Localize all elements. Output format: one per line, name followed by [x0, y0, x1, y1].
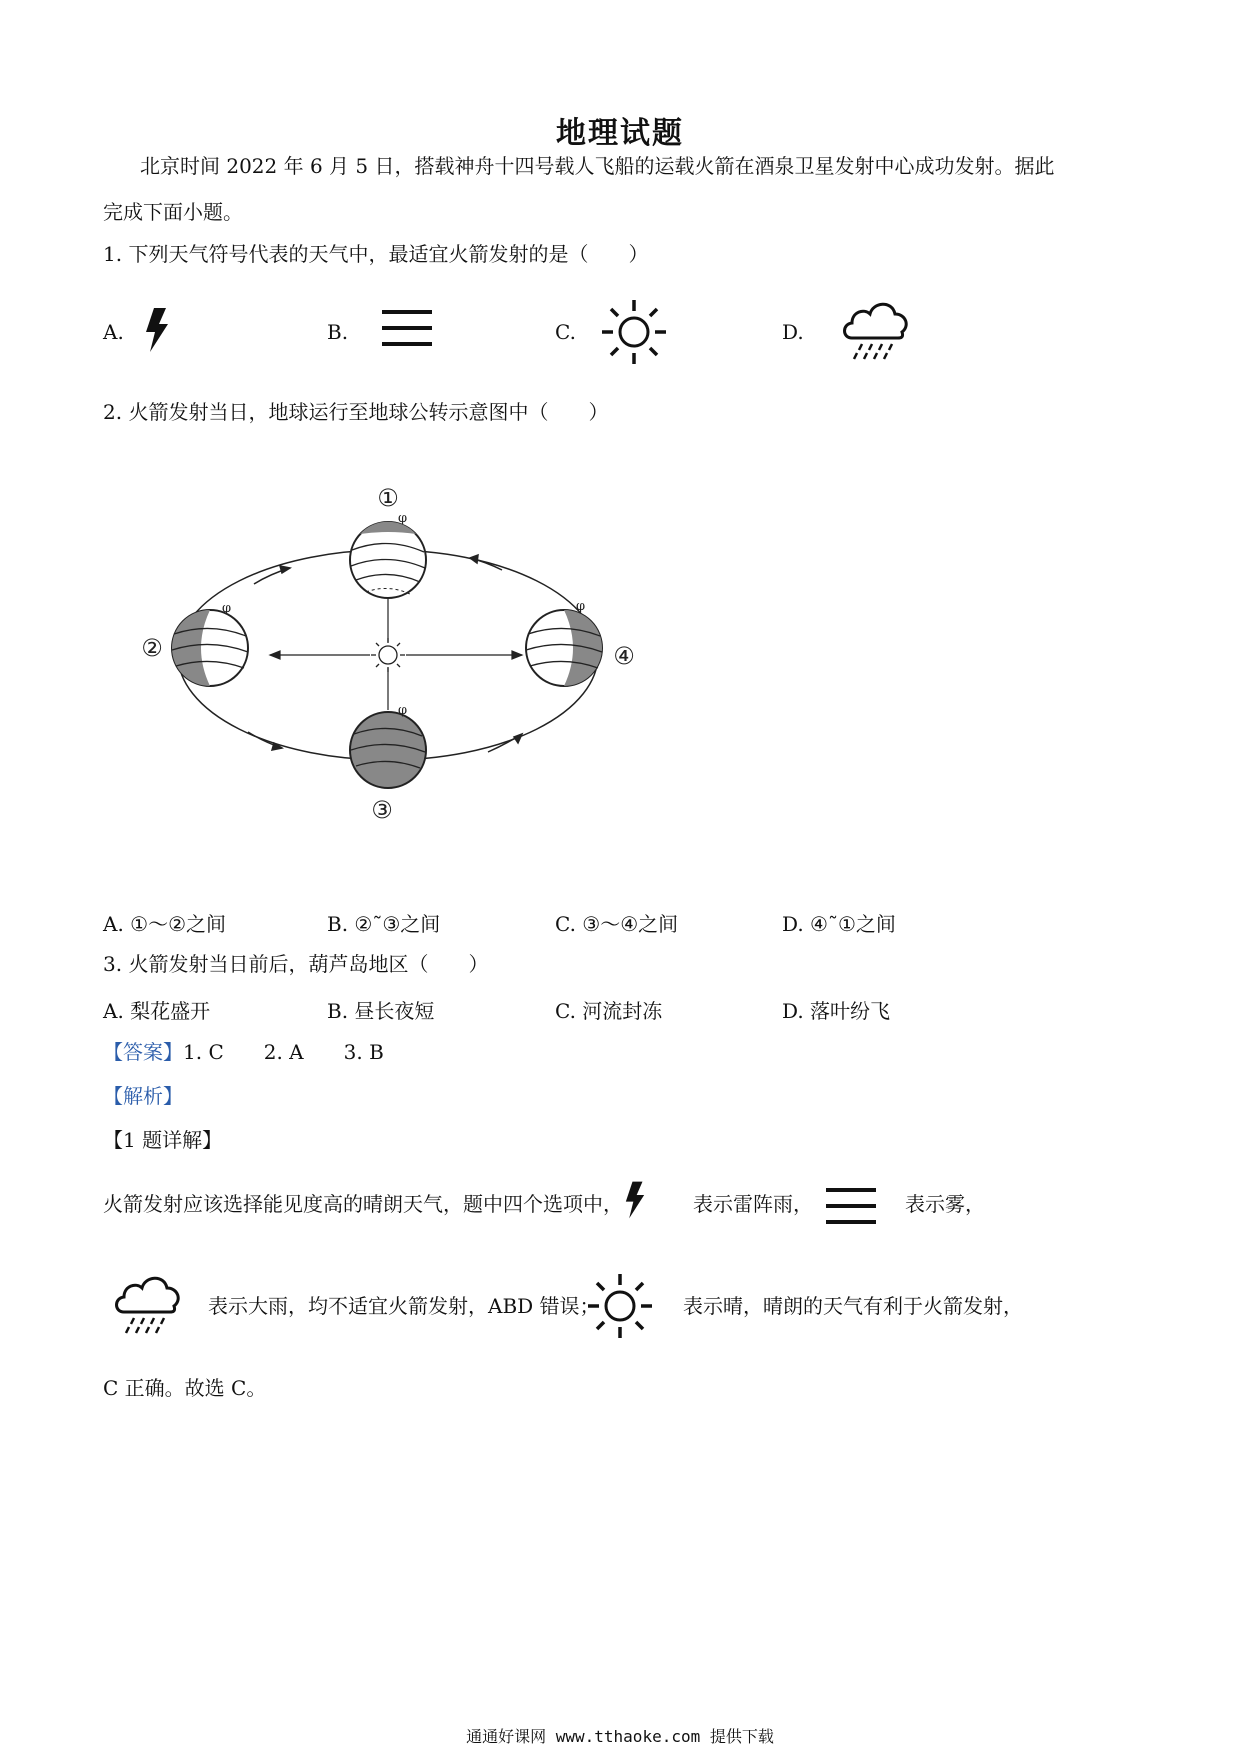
analysis-line-2b: 表示晴，晴朗的天气有利于火箭发射， — [683, 1294, 1023, 1318]
q1-option-a-label: A. — [103, 320, 124, 344]
q1-option-d-label: D. — [782, 320, 804, 344]
sun-rays — [270, 585, 522, 710]
earth-position-1 — [350, 511, 426, 598]
svg-text:φ: φ — [222, 601, 232, 616]
fog-icon — [826, 1186, 878, 1228]
analysis-line-1c: 表示雾， — [905, 1192, 985, 1216]
answer-text: 1. C 2. A 3. B — [183, 1040, 384, 1064]
q2-option-c: C. ③～④之间 — [555, 912, 679, 936]
answer-line — [103, 1038, 384, 1066]
sun-center-icon — [371, 638, 405, 672]
svg-text:φ: φ — [576, 599, 586, 614]
q3-stem: 3. 火箭发射当日前后，葫芦岛地区（ ） — [103, 952, 489, 976]
q2-option-b: B. ②˜③之间 — [327, 912, 441, 936]
diagram-label-3: ③ — [371, 796, 393, 824]
analysis-line-1b: 表示雷阵雨， — [693, 1192, 813, 1216]
q3-option-b: B. 昼长夜短 — [327, 999, 435, 1023]
q1-option-c-label: C. — [555, 320, 576, 344]
heavy-rain-icon — [112, 1272, 184, 1336]
q2-stem: 2. 火箭发射当日，地球运行至地球公转示意图中（ ） — [103, 400, 609, 424]
heavy-rain-icon — [840, 298, 912, 362]
lightning-icon — [620, 1180, 650, 1220]
q3-option-a: A. 梨花盛开 — [103, 999, 211, 1023]
earth-revolution-diagram — [130, 470, 650, 840]
fog-icon — [382, 308, 434, 350]
analysis-bracket: 【解析】 — [103, 1084, 183, 1108]
sun-icon — [586, 1272, 654, 1340]
diagram-label-2: ② — [141, 634, 163, 662]
diagram-label-1: ① — [377, 484, 399, 512]
q3-option-d: D. 落叶纷飞 — [782, 999, 891, 1023]
svg-text:φ: φ — [398, 703, 408, 718]
lightning-icon — [140, 306, 174, 354]
analysis-line-3: C 正确。故选 C。 — [103, 1376, 267, 1400]
answer-bracket: 【答案】 — [103, 1040, 183, 1064]
q2-option-d: D. ④˜①之间 — [782, 912, 896, 936]
sun-icon — [600, 298, 668, 366]
earth-position-3 — [350, 703, 426, 788]
q2-option-a: A. ①～②之间 — [103, 912, 227, 936]
q3-option-c: C. 河流封冻 — [555, 999, 663, 1023]
analysis-line-2a: 表示大雨，均不适宜火箭发射，ABD 错误； — [208, 1294, 600, 1318]
q1-detail-heading: 【1 题详解】 — [103, 1128, 223, 1152]
intro-line-1: 北京时间 2022 年 6 月 5 日，搭载神舟十四号载人飞船的运载火箭在酒泉卫星发射中心成功发射。据此 — [140, 154, 1055, 178]
page-title: 地理试题 — [556, 116, 684, 151]
q1-stem: 1. 下列天气符号代表的天气中，最适宜火箭发射的是（ ） — [103, 242, 649, 266]
analysis-line-1a: 火箭发射应该选择能见度高的晴朗天气，题中四个选项中， — [103, 1192, 623, 1216]
earth-position-4 — [526, 599, 602, 686]
q1-option-b-label: B. — [327, 320, 349, 344]
intro-line-2: 完成下面小题。 — [103, 200, 243, 224]
diagram-label-4: ④ — [613, 642, 635, 670]
footer-text: 通通好课网 www.tthaoke.com 提供下载 — [466, 1727, 774, 1746]
svg-text:φ: φ — [398, 511, 408, 526]
earth-position-2 — [172, 601, 248, 686]
